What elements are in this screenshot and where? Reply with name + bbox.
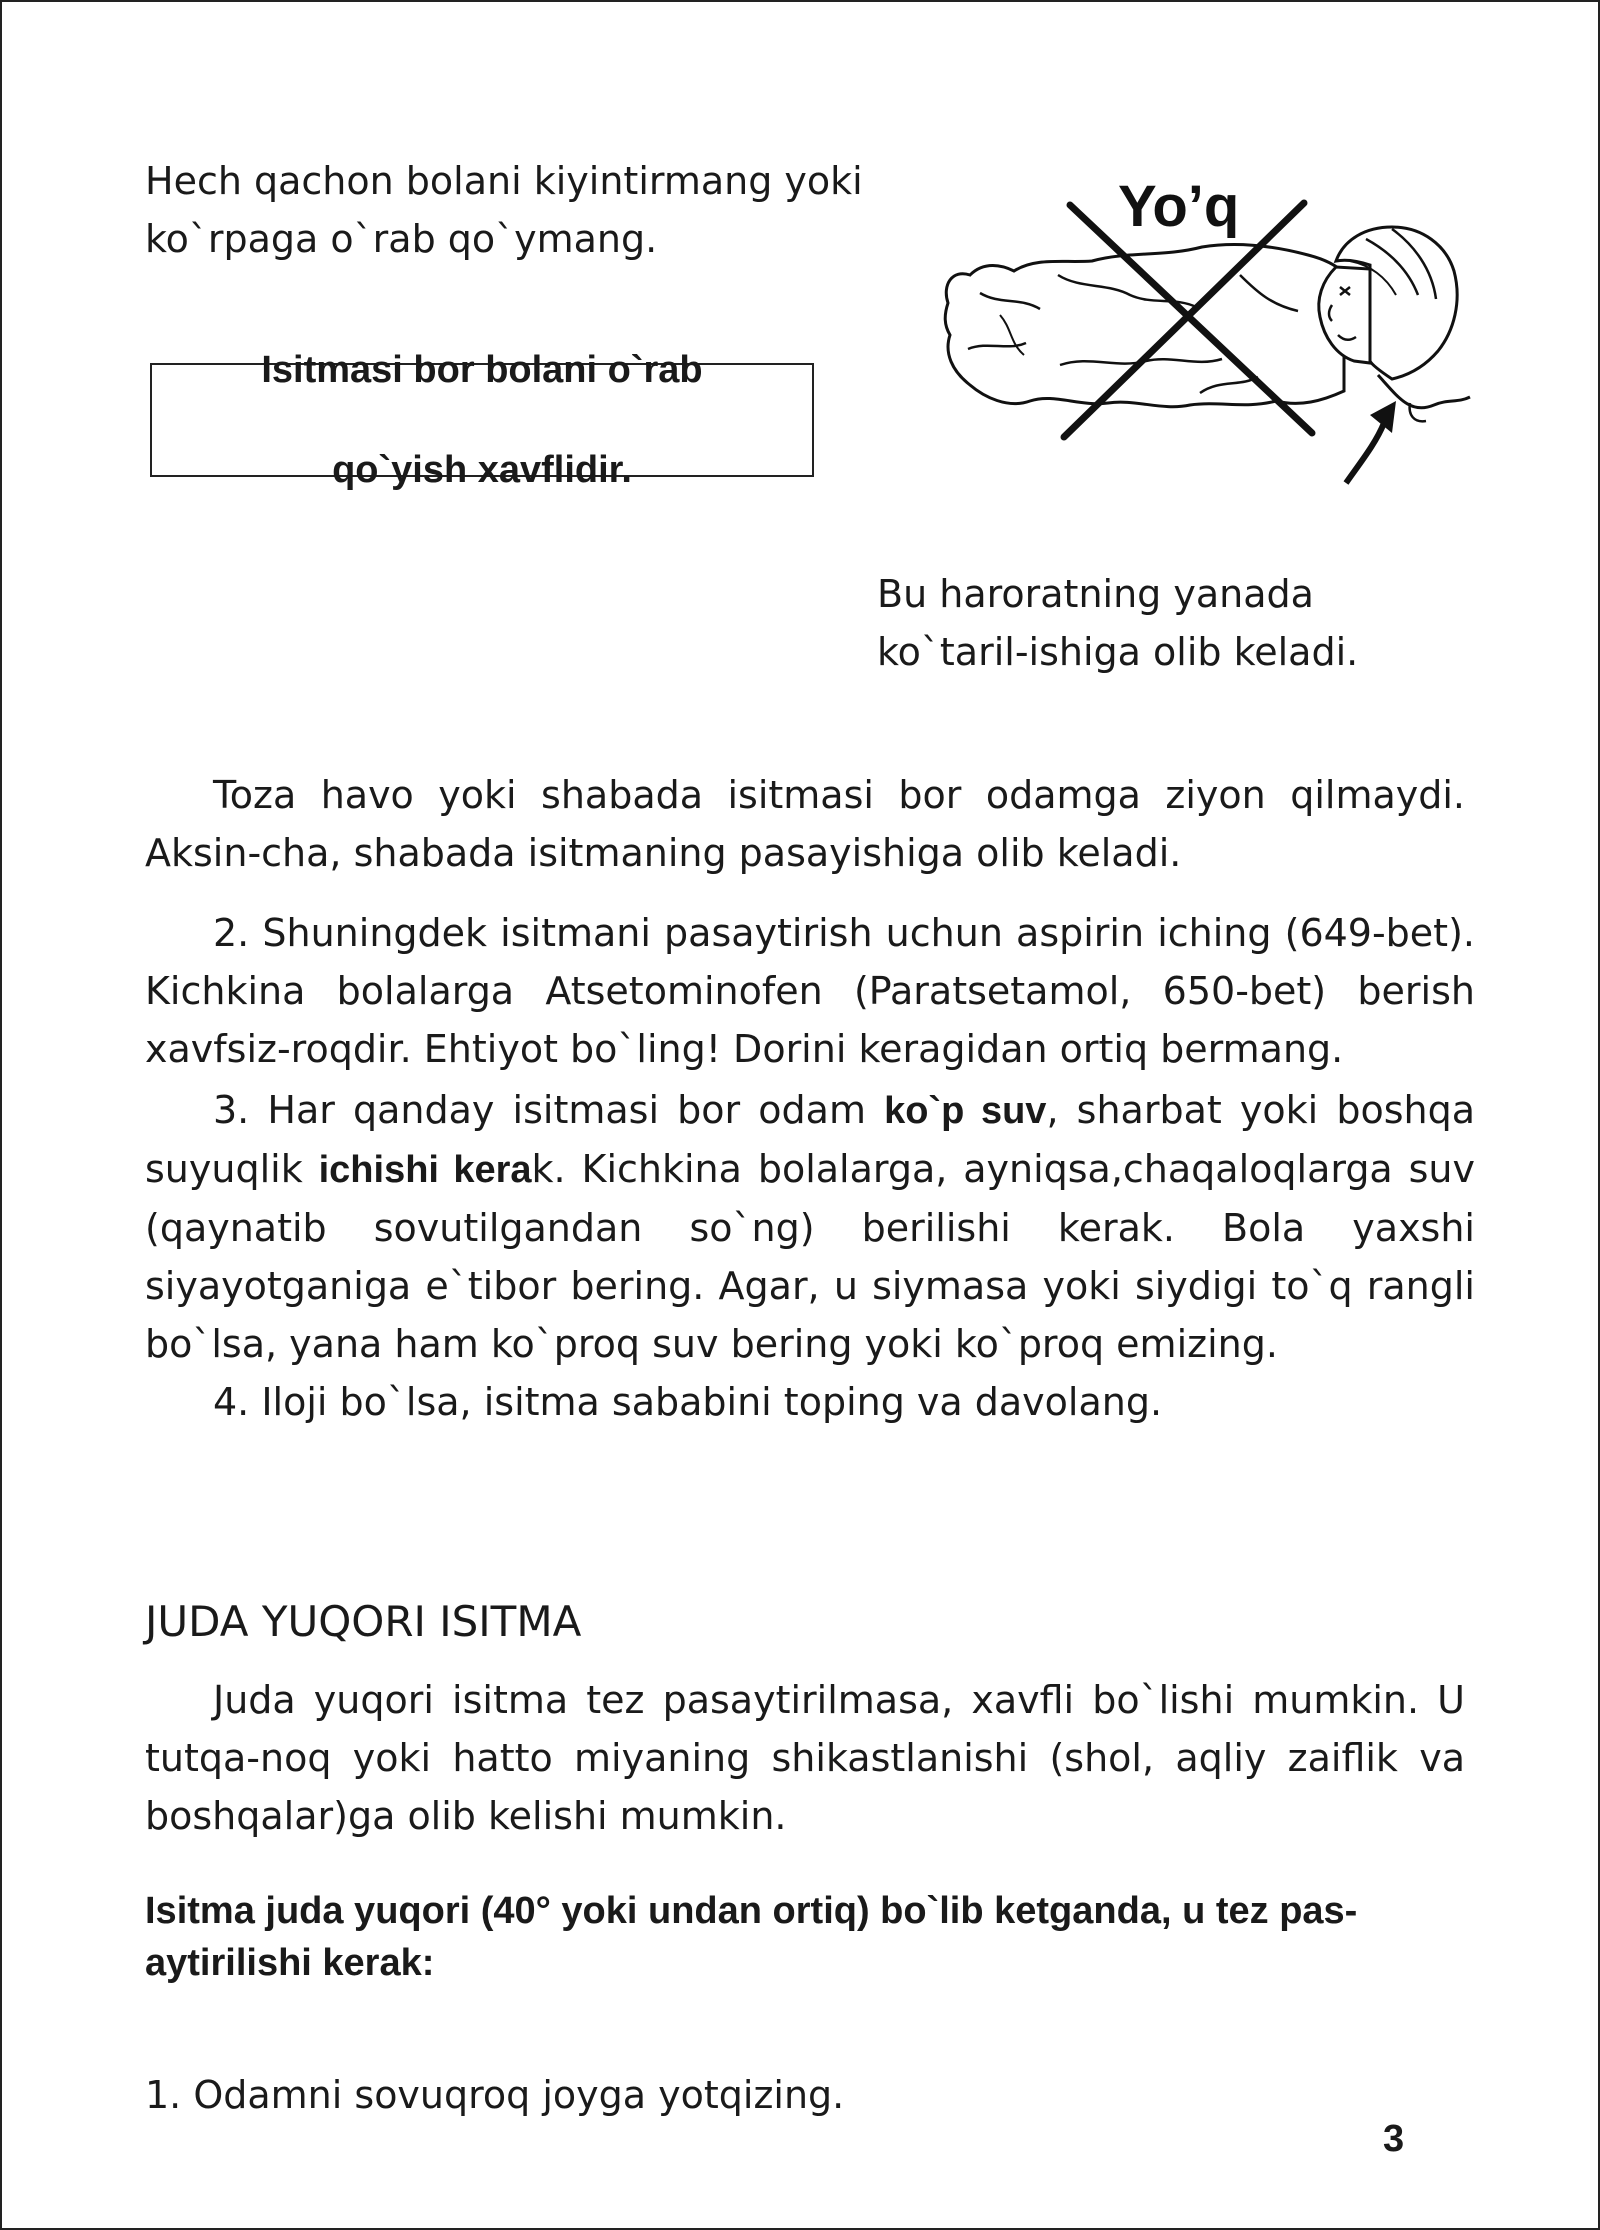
intro-line-2: ko`rpaga o`rab qo`ymang. [145, 217, 658, 261]
step-3-text-c: k. Kichkina bolalarga, ayniqsa,chaqaloqlarga suv (qaynatib sovutilgandan so`ng) berilishi kerak. Bola yaxshi siyayotganiga e`tibor bering. Agar, u siymasa yoki siydigi to`q rangli bo`lsa, yana ham ko`proq suv bering yoki ko`proq emizing. [145, 1147, 1475, 1366]
section-heading: JUDA YUQORI ISITMA [145, 1597, 582, 1646]
step-3-bold-water: ko`p suv [884, 1090, 1047, 1132]
warning-line-2: qo`yish xavflidir. [332, 449, 632, 491]
step-3-bold-drink: ichishi kera [318, 1149, 532, 1191]
section-bold-instruction: Isitma juda yuqori (40° yoki undan ortiq) bo`lib ketganda, u tez pas-aytirilishi kerak: [145, 1890, 1358, 1984]
step-3-text-a: 3. Har qanday isitmasi bor odam [213, 1088, 885, 1132]
section-step-1: 1. Odamni sovuqroq joyga yotqizing. [145, 2073, 845, 2117]
intro-line-1: Hech qachon bolani kiyintirmang yoki [145, 159, 863, 203]
caption-line-2: ko`taril-ishiga olib keladi. [877, 630, 1359, 674]
step-3-text-b: , sharbat yoki boshqa suyuqlik [145, 1088, 1475, 1191]
intro-text [145, 152, 905, 268]
figure-label: Yo’q [1118, 174, 1240, 239]
caption-line-1: Bu haroratning yanada [877, 572, 1314, 616]
paragraph-step-4: 4. Iloji bo`lsa, isitma sababini toping va davolang. [213, 1380, 1163, 1424]
figure-caption [877, 565, 1497, 681]
paragraph-step-2: 2. Shuningdek isitmani pasaytirish uchun aspirin iching (649-bet). Kichkina bolalarga Atsetominofen (Paratsetamol, 650-bet) berish xavfsiz-roqdir. Ehtiyot bo`ling! Dorini keragidan ortiq bermang. [145, 911, 1475, 1071]
warning-line-1: Isitmasi bor bolani o`rab [261, 349, 703, 391]
paragraph-fresh-air: Toza havo yoki shabada isitmasi bor odamga ziyon qilmaydi. Aksin-cha, shabada isitmaning pasayishiga olib keladi. [145, 773, 1465, 875]
swaddled-baby-figure [940, 165, 1480, 500]
warning-box [150, 349, 814, 491]
page-number: 3 [1383, 2118, 1405, 2160]
paragraph-step-3 [145, 1081, 1475, 1373]
section-paragraph: Juda yuqori isitma tez pasaytirilmasa, xavfli bo`lishi mumkin. U tutqa-noq yoki hatto miyaning shikastlanishi (shol, aqliy zaiflik va boshqalar)ga olib kelishi mumkin. [145, 1678, 1465, 1838]
